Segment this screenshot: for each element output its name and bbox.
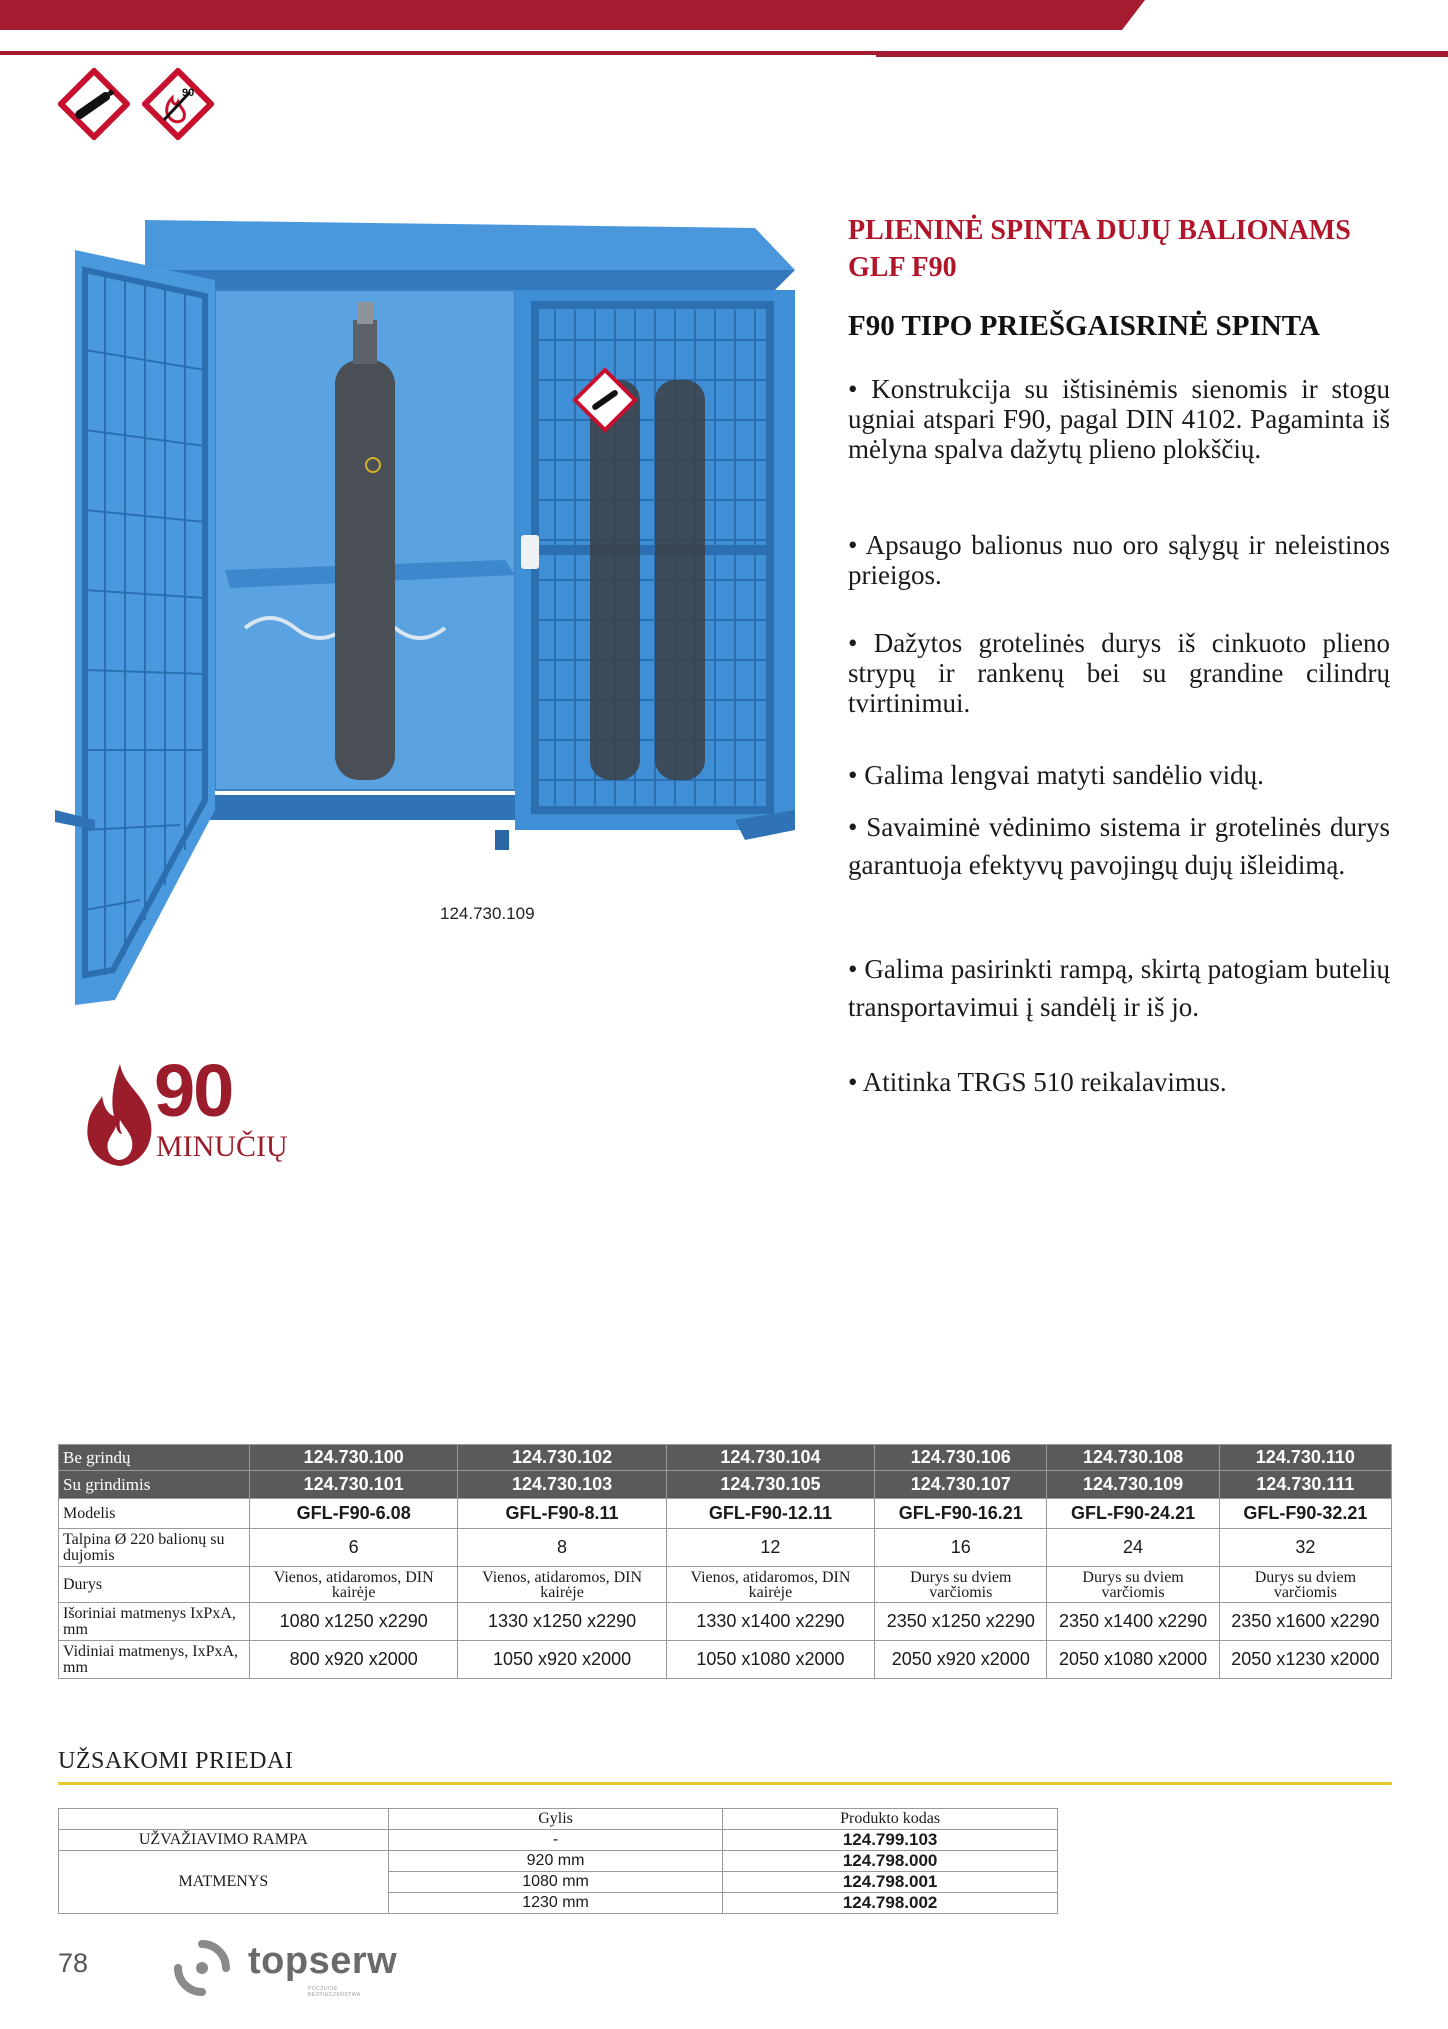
flame-icon	[80, 1060, 160, 1170]
table-cell: 1330 x1400 x2290	[666, 1603, 874, 1641]
table-cell: 32	[1219, 1529, 1391, 1567]
header-cell: Produkto kodas	[723, 1809, 1058, 1830]
table-row	[59, 1471, 1392, 1499]
table-cell: 124.730.108	[1047, 1445, 1219, 1471]
table-cell: 12	[666, 1529, 874, 1567]
table-cell: 1050 x920 x2000	[458, 1641, 666, 1679]
photo-product-code: 124.730.109	[440, 904, 535, 923]
table-cell: 1330 x1250 x2290	[458, 1603, 666, 1641]
table-cell: 124.730.104	[666, 1445, 874, 1471]
table-cell: Durys su dviem varčiomis	[1047, 1567, 1219, 1603]
feature-item: • Apsaugo balionus nuo oro sąlygų ir neleistinos prieigos.	[848, 530, 1390, 590]
table-row	[59, 1603, 1392, 1641]
product-title: PLIENINĖ SPINTA DUJŲ BALIONAMS GLF F90	[848, 215, 1351, 283]
feature-item: • Galima pasirinkti rampą, skirtą patogiam butelių transportavimui į sandėlį ir iš jo.	[848, 954, 1390, 1022]
header-cell	[59, 1809, 389, 1830]
table-cell: GFL-F90-24.21	[1047, 1499, 1219, 1529]
badge-label: MINUČIŲ	[156, 1130, 288, 1163]
table-cell: 2350 x1250 x2290	[875, 1603, 1047, 1641]
table-cell: Vienos, atidaromos, DIN kairėje	[458, 1567, 666, 1603]
table-cell: 800 x920 x2000	[250, 1641, 458, 1679]
feature-item: • Konstrukcija su ištisinėmis sienomis ir stogu ugniai atspari F90, pagal DIN 4102. Pagaminta iš mėlyna spalva dažytų plieno plokščių.	[848, 374, 1390, 464]
table-row	[59, 1567, 1392, 1603]
badge-number: 90	[154, 1049, 233, 1132]
table-cell: 2050 x1080 x2000	[1047, 1641, 1219, 1679]
table-cell: 124.730.102	[458, 1445, 666, 1471]
table-cell: 1230 mm	[388, 1893, 722, 1914]
table-row	[59, 1641, 1392, 1679]
table-cell: 920 mm	[388, 1851, 722, 1872]
table-cell: 2350 x1600 x2290	[1219, 1603, 1391, 1641]
feature-item: • Savaiminė vėdinimo sistema ir grotelinės durys garantuoja efektyvų pavojingų dujų išleidimą.	[848, 812, 1390, 880]
table-cell: GFL-F90-8.11	[458, 1499, 666, 1529]
table-cell: 124.730.101	[250, 1471, 458, 1499]
table-cell: 124.798.002	[723, 1893, 1058, 1914]
row-label: UŽVAŽIAVIMO RAMPA	[59, 1830, 389, 1851]
header-band	[0, 0, 1448, 58]
table-row	[59, 1529, 1392, 1567]
gas-cylinder-pictogram-icon	[58, 68, 130, 140]
table-cell: 2050 x1230 x2000	[1219, 1641, 1391, 1679]
table-cell: GFL-F90-16.21	[875, 1499, 1047, 1529]
table-cell: GFL-F90-6.08	[250, 1499, 458, 1529]
table-cell: 8	[458, 1529, 666, 1567]
table-cell: 16	[875, 1529, 1047, 1567]
table-cell: 1050 x1080 x2000	[666, 1641, 874, 1679]
table-cell: 124.799.103	[723, 1830, 1058, 1851]
row-label: Modelis	[59, 1499, 250, 1529]
gas-cylinder-cabinet-image	[55, 210, 815, 1030]
accessories-table	[58, 1808, 1058, 1914]
table-cell: 124.730.100	[250, 1445, 458, 1471]
row-label: Durys	[59, 1567, 250, 1603]
table-cell: Vienos, atidaromos, DIN kairėje	[666, 1567, 874, 1603]
table-header-row	[59, 1809, 1058, 1830]
feature-item: • Dažytos grotelinės durys iš cinkuoto plieno strypų ir rankenų bei su grandine cilindrų tvirtinimui.	[848, 628, 1390, 718]
table-cell: 124.730.106	[875, 1445, 1047, 1471]
table-row	[59, 1445, 1392, 1471]
row-label: MATMENYS	[59, 1851, 389, 1914]
heading-divider	[58, 1782, 1392, 1785]
row-label: Be grindų	[59, 1445, 250, 1471]
table-cell: 2050 x920 x2000	[875, 1641, 1047, 1679]
row-label: Išoriniai matmenys IxPxA, mm	[59, 1603, 250, 1641]
specification-table	[58, 1444, 1392, 1679]
table-cell: Durys su dviem varčiomis	[875, 1567, 1047, 1603]
table-cell: -	[388, 1830, 722, 1851]
logo-text: topserw	[248, 1940, 398, 1982]
table-cell: 6	[250, 1529, 458, 1567]
accessories-heading: UŽSAKOMI PRIEDAI	[58, 1748, 294, 1774]
logo-mark-icon	[172, 1938, 232, 1998]
table-cell: 124.730.109	[1047, 1471, 1219, 1499]
product-subtitle: F90 TIPO PRIEŠGAISRINĖ SPINTA	[848, 310, 1320, 342]
fire-rating-badge	[80, 1049, 320, 1180]
table-cell: 2350 x1400 x2290	[1047, 1603, 1219, 1641]
table-cell: 24	[1047, 1529, 1219, 1567]
table-cell: Durys su dviem varčiomis	[1219, 1567, 1391, 1603]
table-cell: 124.798.001	[723, 1872, 1058, 1893]
feature-item: • Atitinka TRGS 510 reikalavimus.	[848, 1067, 1227, 1097]
table-row	[59, 1851, 1058, 1872]
row-label: Talpina Ø 220 balionų su dujomis	[59, 1529, 250, 1567]
table-cell: 124.730.110	[1219, 1445, 1391, 1471]
table-cell: 124.730.105	[666, 1471, 874, 1499]
table-cell: 1080 mm	[388, 1872, 722, 1893]
table-cell: 124.798.000	[723, 1851, 1058, 1872]
table-cell: 124.730.103	[458, 1471, 666, 1499]
table-cell: GFL-F90-32.21	[1219, 1499, 1391, 1529]
table-cell: Vienos, atidaromos, DIN kairėje	[250, 1567, 458, 1603]
row-label: Vidiniai matmenys, IxPxA, mm	[59, 1641, 250, 1679]
table-cell: GFL-F90-12.11	[666, 1499, 874, 1529]
table-cell: 124.730.111	[1219, 1471, 1391, 1499]
table-cell: 124.730.107	[875, 1471, 1047, 1499]
table-row	[59, 1830, 1058, 1851]
header-cell: Gylis	[388, 1809, 722, 1830]
pictogram-label: 90	[182, 87, 195, 99]
feature-item: • Galima lengvai matyti sandėlio vidų.	[848, 760, 1264, 790]
table-cell: 1080 x1250 x2290	[250, 1603, 458, 1641]
page-number: 78	[58, 1948, 89, 1978]
logo-tagline: POCZUCIE BEZPIECZEŃSTWA	[308, 1986, 361, 1998]
row-label: Su grindimis	[59, 1471, 250, 1499]
fire-resistant-90-pictogram-icon	[142, 68, 214, 140]
table-row	[59, 1499, 1392, 1529]
